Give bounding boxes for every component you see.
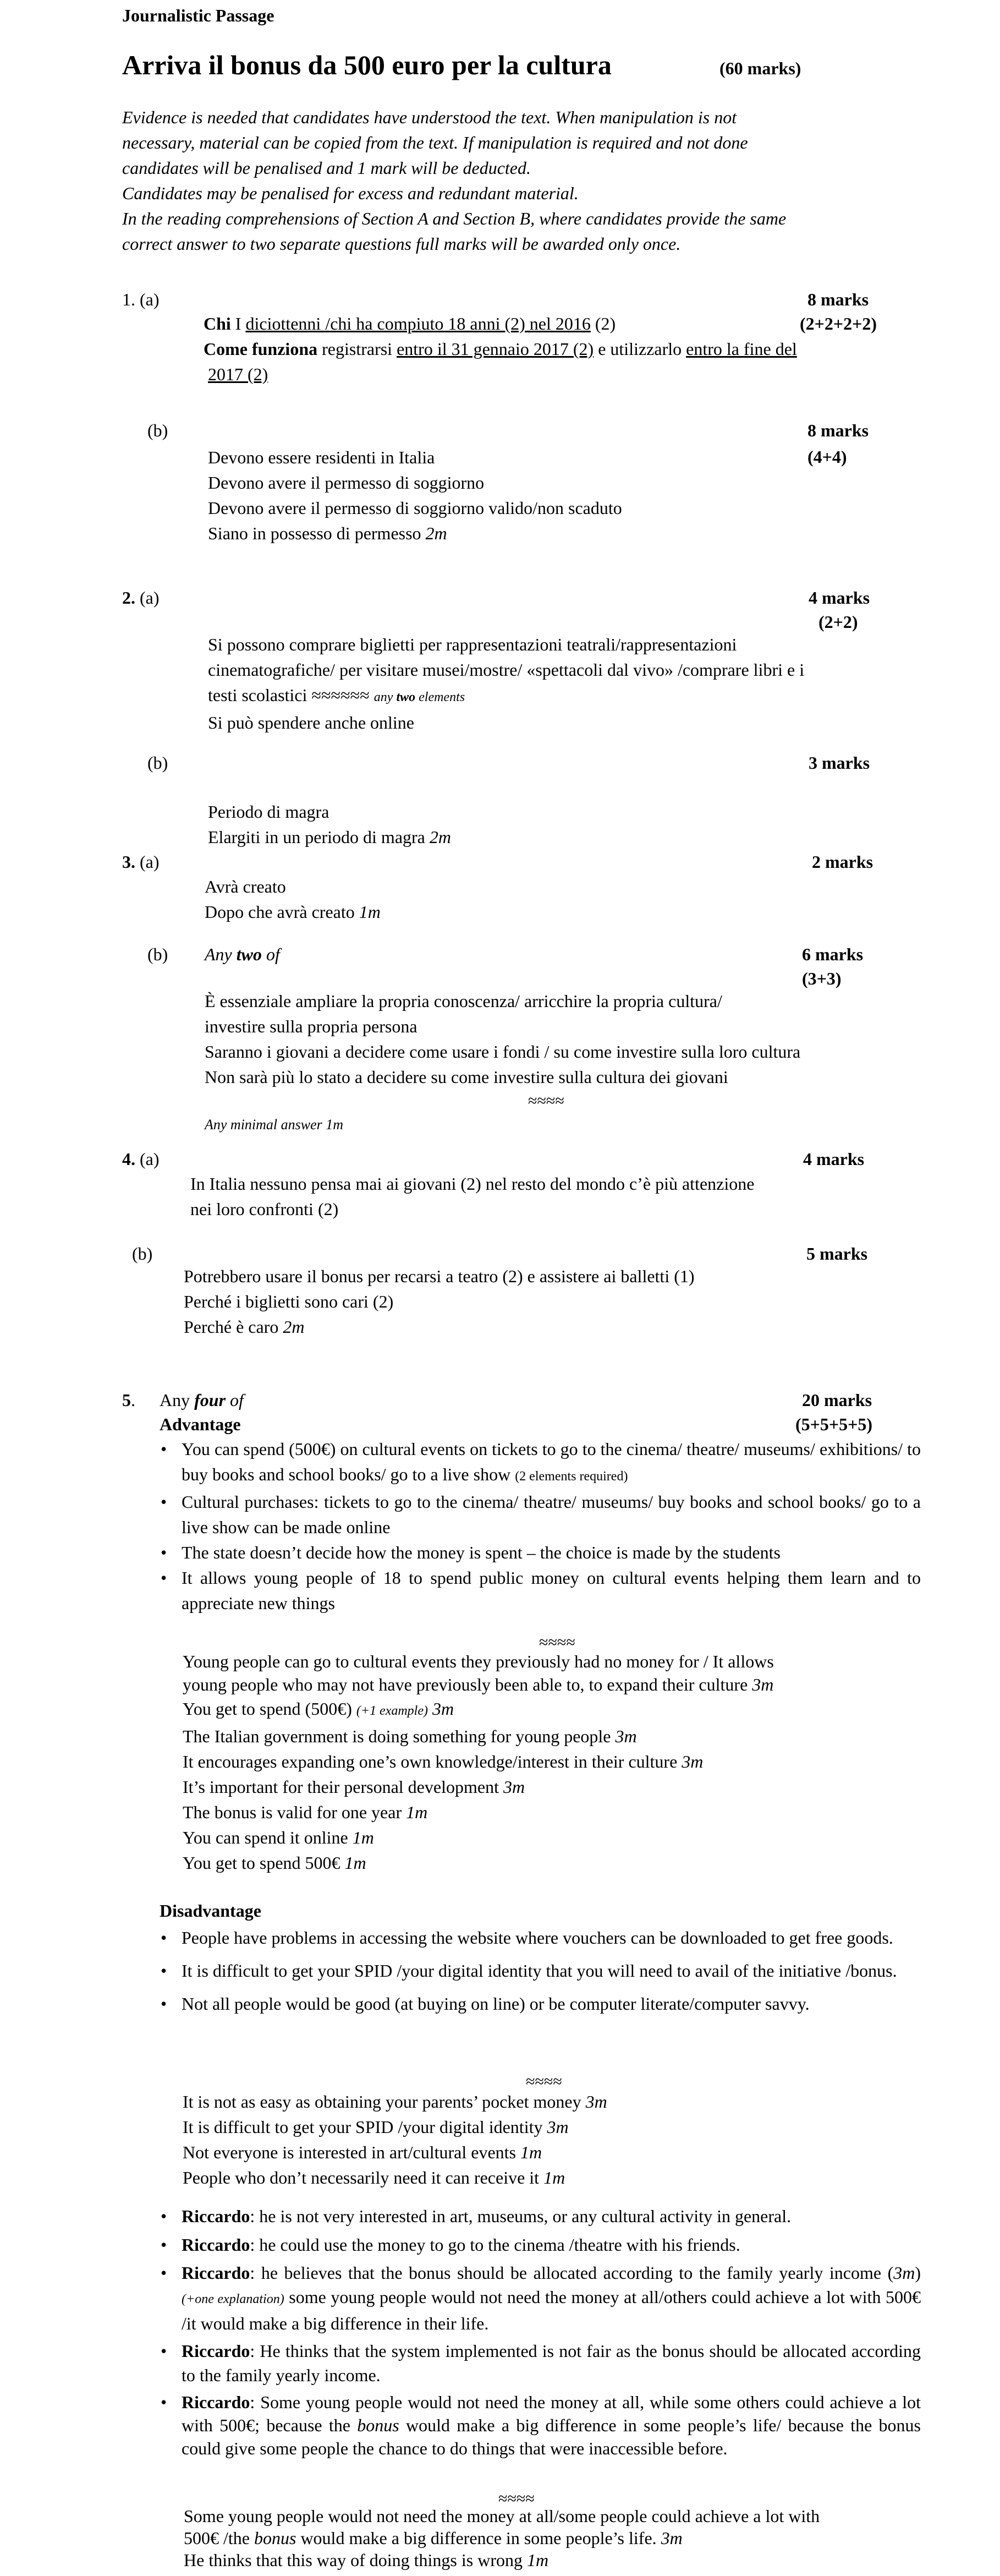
answer-line: It’s important for their personal development 3m bbox=[183, 1777, 525, 1797]
disadvantage-answers bbox=[183, 2089, 607, 2190]
come-underlined-1: entro il 31 gennaio 2017 (2) bbox=[397, 339, 594, 359]
answer-line: 500€ /the bonus would make a big difference in some people’s life. 3m bbox=[184, 2528, 683, 2548]
answer-line: You get to spend (500€) (+1 example) 3m bbox=[183, 1699, 454, 1719]
instruction-line: necessary, material can be copied from the text. If manipulation is required and not done bbox=[122, 133, 748, 152]
answer-text: Perché è caro bbox=[184, 1317, 283, 1337]
answer-line: young people who may not have previously been able to, to expand their culture 3m bbox=[183, 1675, 774, 1694]
q3-num: 3. bbox=[122, 852, 135, 872]
come-pre: registrarsi bbox=[317, 339, 397, 359]
q4b-marks: 5 marks bbox=[806, 1244, 868, 1264]
q2-number bbox=[122, 586, 160, 610]
chi-pre: I bbox=[230, 314, 246, 333]
list-item: • Riccardo: he believes that the bonus should be allocated according to the family yearly income (3m) (+one explanation) some young people would not need the money at all/others could achieve a lot with 500€ /it would make a big difference in their life. bbox=[157, 2261, 921, 2336]
q2a-breakdown: (2+2) bbox=[818, 612, 858, 632]
q1b-marks: 8 marks bbox=[807, 420, 869, 440]
answer-line bbox=[184, 1314, 695, 1339]
q4b-label: (b) bbox=[132, 1244, 153, 1264]
advantage-answers bbox=[183, 1650, 774, 1875]
answer-line bbox=[208, 521, 622, 546]
answer-line: Young people can go to cultural events they previously had no money for / It allows bbox=[183, 1651, 774, 1671]
list-item: • The state doesn’t decide how the money is spent – the choice is made by the students bbox=[157, 1540, 921, 1565]
list-item: • Riccardo: Some young people would not need the money at all, while some others could achieve a lot with 500€; because the bonus would make a big difference in some people’s life/ because the bonus could give some people the chance to do things that were inaccessible before. bbox=[157, 2391, 921, 2460]
q3b-marks: 6 marks bbox=[802, 944, 864, 964]
answer-line: Avrà creato bbox=[205, 877, 286, 896]
disadvantage-list bbox=[157, 1925, 921, 2016]
answer-line: It encourages expanding one’s own knowledge/interest in their culture 3m bbox=[183, 1752, 704, 1771]
q5-number bbox=[122, 1388, 135, 1412]
page-title: Arriva il bonus da 500 euro per la cultura bbox=[122, 50, 612, 80]
list-item: • It allows young people of 18 to spend public money on cultural events helping them learn and to appreciate new things bbox=[157, 1565, 921, 1616]
answer-line: nei loro confronti (2) bbox=[190, 1199, 339, 1219]
answer-line bbox=[208, 824, 451, 850]
riccardo-answers bbox=[184, 2505, 820, 2571]
instruction-line: Evidence is needed that candidates have understood the text. When manipulation is not bbox=[122, 107, 737, 127]
q5-breakdown: (5+5+5+5) bbox=[795, 1414, 873, 1434]
q2-num: 2. bbox=[122, 588, 135, 608]
answer-text: Siano in possesso di permesso bbox=[208, 523, 426, 543]
q3a-answers bbox=[205, 874, 381, 925]
answer-line: You can spend it online 1m bbox=[183, 1828, 374, 1847]
separator: ≈≈≈≈ bbox=[539, 1633, 575, 1651]
answer-line: In Italia nessuno pensa mai ai giovani (2) nel resto del mondo c’è più attenzione bbox=[190, 1174, 755, 1194]
list-item: • Riccardo: he is not very interested in art, museums, or any cultural activity in general. bbox=[157, 2203, 921, 2229]
riccardo-list bbox=[157, 2203, 921, 2460]
answer-line: Non sarà più lo stato a decidere su come investire sulla cultura dei giovani bbox=[205, 1067, 728, 1087]
chi-label: Chi bbox=[204, 314, 231, 333]
instruction-line: correct answer to two separate questions full marks will be awarded only once. bbox=[122, 234, 681, 254]
q1-number: 1. (a) bbox=[122, 289, 160, 309]
come-mid: e utilizzarlo bbox=[594, 339, 686, 359]
q2b-label: (b) bbox=[147, 753, 168, 773]
answer-line bbox=[205, 899, 381, 925]
q5-suffix: . bbox=[131, 1390, 135, 1410]
answer-marks: 2m bbox=[429, 827, 451, 847]
list-item: • Cultural purchases: tickets to go to the cinema/ theatre/ museums/ buy books and school books/ go to a live show can be made online bbox=[157, 1489, 921, 1540]
come-underlined-3: 2017 (2) bbox=[208, 364, 268, 384]
q2a-answers bbox=[208, 632, 804, 735]
answer-line: Some young people would not need the money at all/some people could achieve a lot with bbox=[184, 2506, 820, 2526]
q3-suffix: (a) bbox=[135, 852, 160, 872]
come-label: Come funziona bbox=[204, 339, 318, 359]
q5-num: 5 bbox=[122, 1390, 131, 1410]
answer-line: Periodo di magra bbox=[208, 802, 329, 822]
chi-underlined: diciottenni /chi ha compiuto 18 anni (2) nel 2016 bbox=[245, 314, 591, 333]
q1b-label: (b) bbox=[147, 420, 168, 440]
q1a-marks: 8 marks bbox=[807, 289, 869, 309]
q3b-intro: Any two of bbox=[205, 944, 280, 964]
q4a-marks: 4 marks bbox=[803, 1149, 865, 1169]
answer-line: The Italian government is doing something for young people 3m bbox=[183, 1726, 637, 1746]
separator: ≈≈≈≈ bbox=[528, 1092, 564, 1110]
answer-line: People who don’t necessarily need it can receive it 1m bbox=[183, 2168, 565, 2187]
total-marks: (60 marks) bbox=[719, 58, 801, 78]
q2b-answers bbox=[208, 799, 451, 850]
answer-marks: 2m bbox=[425, 523, 447, 543]
q1a-come-line bbox=[204, 337, 797, 361]
q4-num: 4. bbox=[122, 1149, 135, 1169]
answer-line: Si possono comprare biglietti per rappresentazioni teatrali/rappresentazioni bbox=[208, 635, 737, 654]
answer-line: Potrebbero usare il bonus per recarsi a teatro (2) e assistere ai balletti (1) bbox=[184, 1266, 695, 1286]
q3b-label: (b) bbox=[147, 944, 168, 964]
q1a-breakdown: (2+2+2+2) bbox=[800, 314, 877, 333]
disadvantage-heading: Disadvantage bbox=[160, 1901, 261, 1921]
list-item: • You can spend (500€) on cultural events on tickets to go to the cinema/ theatre/ museums/ exhibitions/ to buy books and school books/ go to a live show (2 elements required) bbox=[157, 1436, 921, 1489]
q4-number bbox=[122, 1147, 160, 1171]
answer-marks: 1m bbox=[359, 902, 381, 922]
chi-post: (2) bbox=[590, 314, 616, 333]
q3a-marks: 2 marks bbox=[812, 852, 873, 872]
answer-line: It is difficult to get your SPID /your digital identity 3m bbox=[183, 2117, 569, 2137]
answer-line: Devono avere il permesso di soggiorno bbox=[208, 473, 485, 493]
q1b-answers bbox=[208, 445, 622, 546]
answer-note: any two elements bbox=[373, 690, 465, 704]
q1a-chi-line bbox=[204, 311, 616, 336]
answer-text: Dopo che avrà creato bbox=[205, 902, 359, 922]
instructions bbox=[122, 105, 786, 256]
instruction-line: Candidates may be penalised for excess and redundant material. bbox=[122, 183, 579, 203]
answer-line: cinematografiche/ per visitare musei/mostre/ «spettacoli dal vivo» /comprare libri e i bbox=[208, 660, 805, 680]
q1b-breakdown: (4+4) bbox=[807, 447, 847, 467]
list-item: • Not all people would be good (at buying on line) or be computer literate/computer savvy. bbox=[157, 1991, 921, 2016]
list-item: • People have problems in accessing the website where vouchers can be downloaded to get free goods. bbox=[157, 1925, 921, 1950]
list-item: • Riccardo: He thinks that the system implemented is not fair as the bonus should be allocated according to the family yearly income. bbox=[157, 2339, 921, 2387]
advantage-heading: Advantage bbox=[160, 1414, 241, 1434]
answer-text: Elargiti in un periodo di magra bbox=[208, 827, 430, 847]
answer-line: Not everyone is interested in art/cultural events 1m bbox=[183, 2142, 542, 2162]
q3-number bbox=[122, 850, 160, 874]
answer-line: He thinks that this way of doing things is wrong 1m bbox=[184, 2550, 549, 2570]
q5-intro: Any four of bbox=[160, 1390, 244, 1410]
instruction-line: In the reading comprehensions of Section A and Section B, where candidates provide the same bbox=[122, 209, 787, 228]
answer-line bbox=[208, 682, 804, 710]
q4b-answers bbox=[184, 1264, 695, 1339]
q5-marks: 20 marks bbox=[802, 1390, 872, 1410]
q4a-answers bbox=[190, 1171, 754, 1222]
come-underlined-2: entro la fine del bbox=[686, 339, 797, 359]
answer-marks: 2m bbox=[283, 1317, 305, 1337]
answer-line: Si può spendere anche online bbox=[208, 713, 414, 732]
q3b-minimal-note: Any minimal answer 1m bbox=[205, 1117, 344, 1133]
instruction-line: candidates will be penalised and 1 mark will be deducted. bbox=[122, 158, 531, 178]
answer-line: You get to spend 500€ 1m bbox=[183, 1853, 366, 1873]
answer-line: È essenziale ampliare la propria conoscenza/ arricchire la propria cultura/ bbox=[205, 991, 722, 1011]
advantage-list bbox=[157, 1436, 921, 1616]
q2-suffix: (a) bbox=[135, 588, 160, 608]
answer-line: The bonus is valid for one year 1m bbox=[183, 1802, 428, 1822]
separator: ≈≈≈≈ bbox=[498, 2490, 535, 2508]
answer-line: investire sulla propria persona bbox=[205, 1016, 417, 1036]
answer-line: Devono essere residenti in Italia bbox=[208, 447, 435, 467]
q2b-marks: 3 marks bbox=[809, 753, 870, 773]
q2a-marks: 4 marks bbox=[809, 588, 870, 608]
q3b-answers bbox=[205, 988, 800, 1090]
separator: ≈≈≈≈ bbox=[526, 2072, 562, 2091]
answer-line: Perché i biglietti sono cari (2) bbox=[184, 1292, 394, 1311]
q3b-breakdown: (3+3) bbox=[802, 969, 842, 988]
answer-line: It is not as easy as obtaining your parents’ pocket money 3m bbox=[183, 2092, 607, 2112]
section-label: Journalistic Passage bbox=[122, 6, 274, 25]
answer-text: testi scolastici ≈≈≈≈≈≈ bbox=[208, 685, 374, 705]
list-item: • Riccardo: he could use the money to go to the cinema /theatre with his friends. bbox=[157, 2232, 921, 2257]
q4-suffix: (a) bbox=[135, 1149, 160, 1169]
answer-line: Devono avere il permesso di soggiorno valido/non scaduto bbox=[208, 498, 622, 518]
answer-line: Saranno i giovani a decidere come usare i fondi / su come investire sulla loro cultura bbox=[205, 1042, 801, 1062]
list-item: • It is difficult to get your SPID /your digital identity that you will need to avail of the initiative /bonus. bbox=[157, 1958, 921, 1983]
